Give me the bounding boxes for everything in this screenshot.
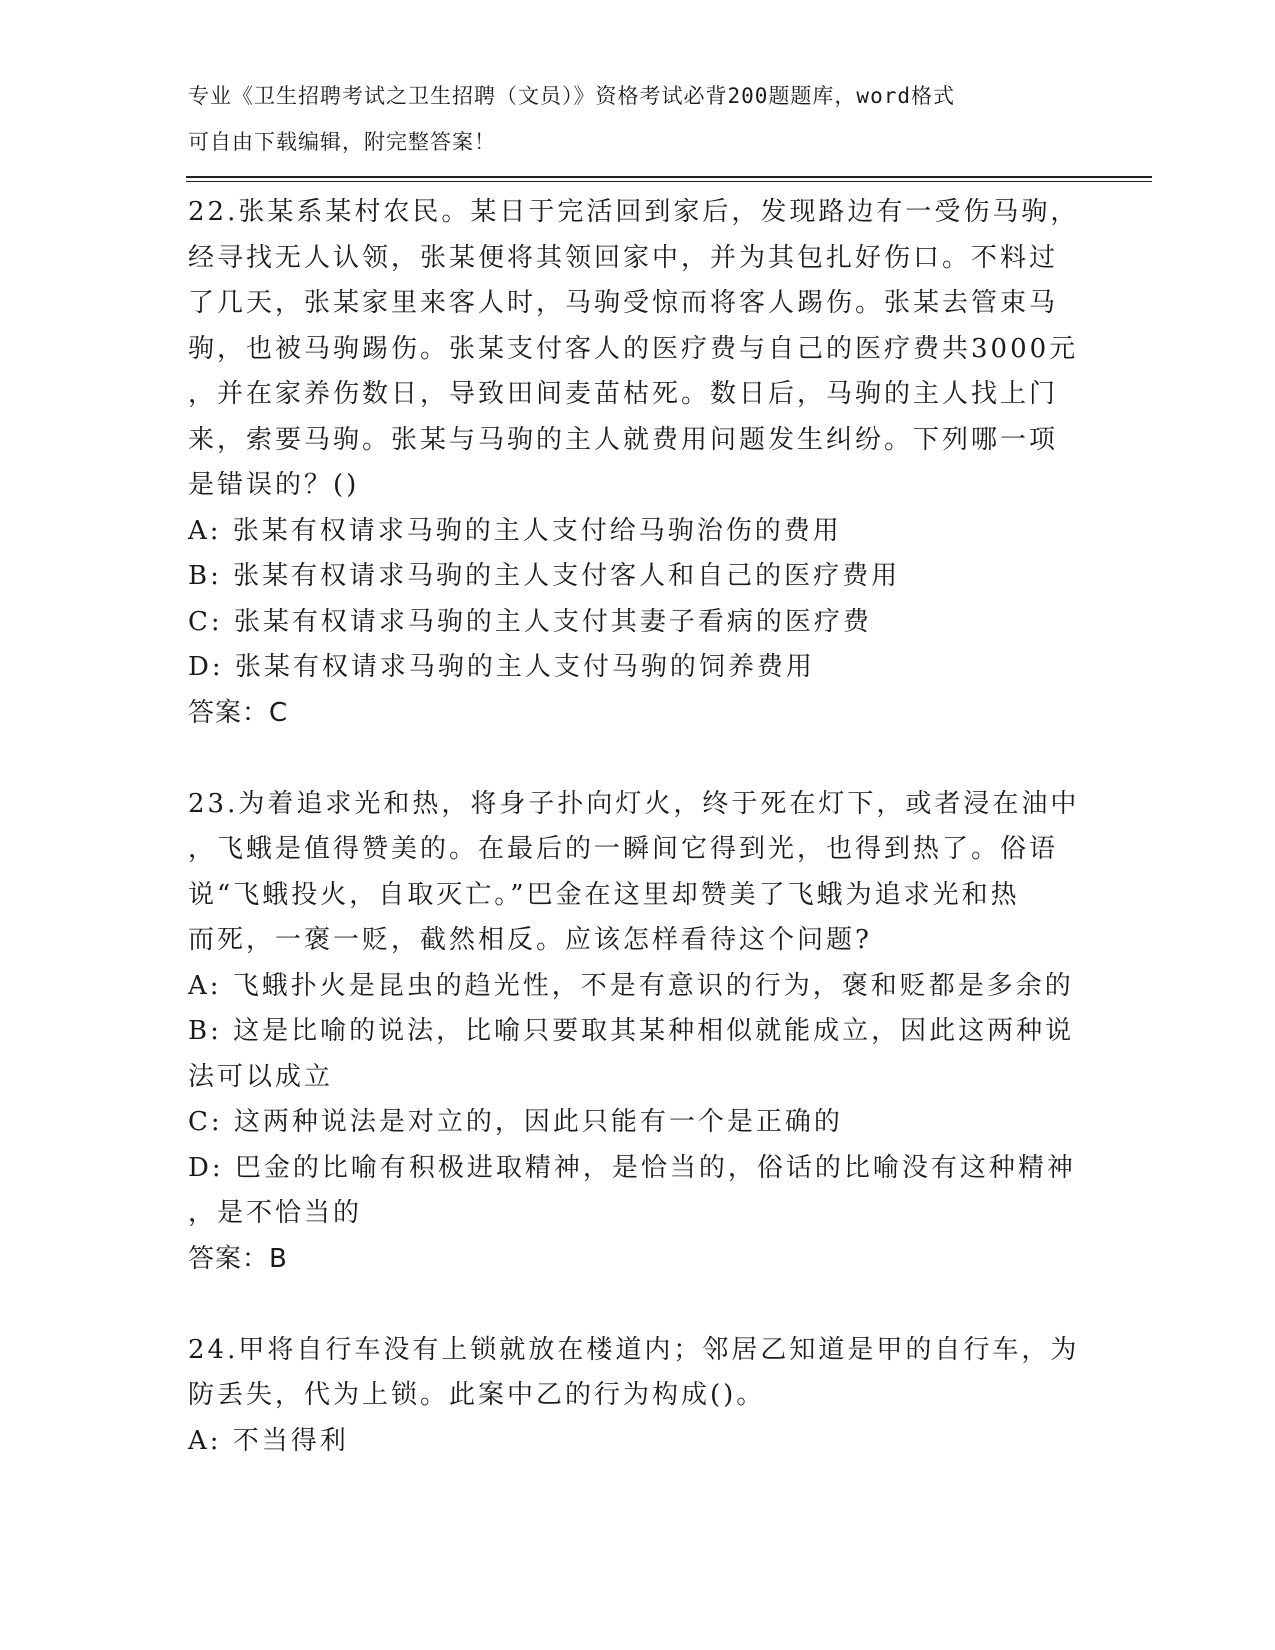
question-stem-line: 24.甲将自行车没有上锁就放在楼道内；邻居乙知道是甲的自行车，为 — [188, 1334, 1080, 1365]
question-stem-line: 来，索要马驹。张某与马驹的主人就费用问题发生纠纷。下列哪一项 — [188, 424, 1059, 455]
spacer — [188, 1282, 1088, 1328]
question-stem-line: 经寻找无人认领，张某便将其领回家中，并为其包扎好伤口。不料过 — [188, 242, 1059, 273]
document-body — [188, 190, 1088, 1464]
question-stem-line: 说“飞蛾投火，自取灭亡。”巴金在这里却赞美了飞蛾为追求光和热 — [188, 879, 1020, 910]
option-d: D: 张某有权请求马驹的主人支付马驹的饲养费用 — [188, 652, 815, 682]
question-stem-line: 而死，一褒一贬，截然相反。应该怎样看待这个问题? — [188, 925, 872, 955]
question-stem-line: 防丢失，代为上锁。此案中乙的行为构成()。 — [188, 1380, 766, 1410]
option-c: C: 这两种说法是对立的，因此只能有一个是正确的 — [188, 1107, 843, 1137]
answer-text: 答案：C — [188, 697, 289, 728]
option-a: A: 张某有权请求马驹的主人支付给马驹治伤的费用 — [188, 515, 842, 546]
option-d-continued: ，是不恰当的 — [188, 1198, 363, 1228]
question-23 — [188, 782, 1088, 1283]
question-24 — [188, 1328, 1088, 1465]
option-a: A: 飞蛾扑火是昆虫的趋光性，不是有意识的行为，褒和贬都是多余的 — [188, 970, 1074, 1001]
question-stem-line: ，飞蛾是值得赞美的。在最后的一瞬间它得到光，也得到热了。俗语 — [188, 834, 1059, 864]
question-stem-line: 是错误的？() — [188, 470, 360, 500]
header-divider-thin — [186, 181, 1152, 182]
question-stem-line: ，并在家养伤数日，导致田间麦苗枯死。数日后，马驹的主人找上门 — [188, 379, 1059, 409]
option-b: B: 这是比喻的说法，比喻只要取其某种相似就能成立，因此这两种说 — [188, 1016, 1075, 1046]
answer-text: 答案：B — [188, 1243, 288, 1274]
question-stem-line: 驹，也被马驹踢伤。张某支付客人的医疗费与自己的医疗费共3000元 — [188, 333, 1079, 364]
document-header — [188, 74, 1068, 165]
option-c: C: 张某有权请求马驹的主人支付其妻子看病的医疗费 — [188, 606, 872, 637]
question-22 — [188, 190, 1088, 736]
option-b-continued: 法可以成立 — [188, 1061, 334, 1092]
option-d: D: 巴金的比喻有积极进取精神，是恰当的，俗话的比喻没有这种精神 — [188, 1152, 1076, 1183]
spacer — [188, 736, 1088, 782]
option-b: B: 张某有权请求马驹的主人支付客人和自己的医疗费用 — [188, 561, 901, 591]
question-stem-line: 22.张某系某村农民。某日于完活回到家后，发现路边有一受伤马驹， — [188, 197, 1080, 227]
option-a: A: 不当得利 — [188, 1425, 349, 1456]
question-stem-line: 23.为着追求光和热，将身子扑向灯火，终于死在灯下，或者浸在油中 — [188, 788, 1080, 819]
header-subtitle-line: 可自由下载编辑，附完整答案！ — [188, 129, 496, 154]
header-title-line: 专业《卫生招聘考试之卫生招聘（文员）》资格考试必背200题题库，word格式 — [188, 84, 955, 108]
question-stem-line: 了几天，张某家里来客人时，马驹受惊而将客人踢伤。张某去管束马 — [188, 288, 1059, 318]
header-divider — [186, 176, 1152, 178]
